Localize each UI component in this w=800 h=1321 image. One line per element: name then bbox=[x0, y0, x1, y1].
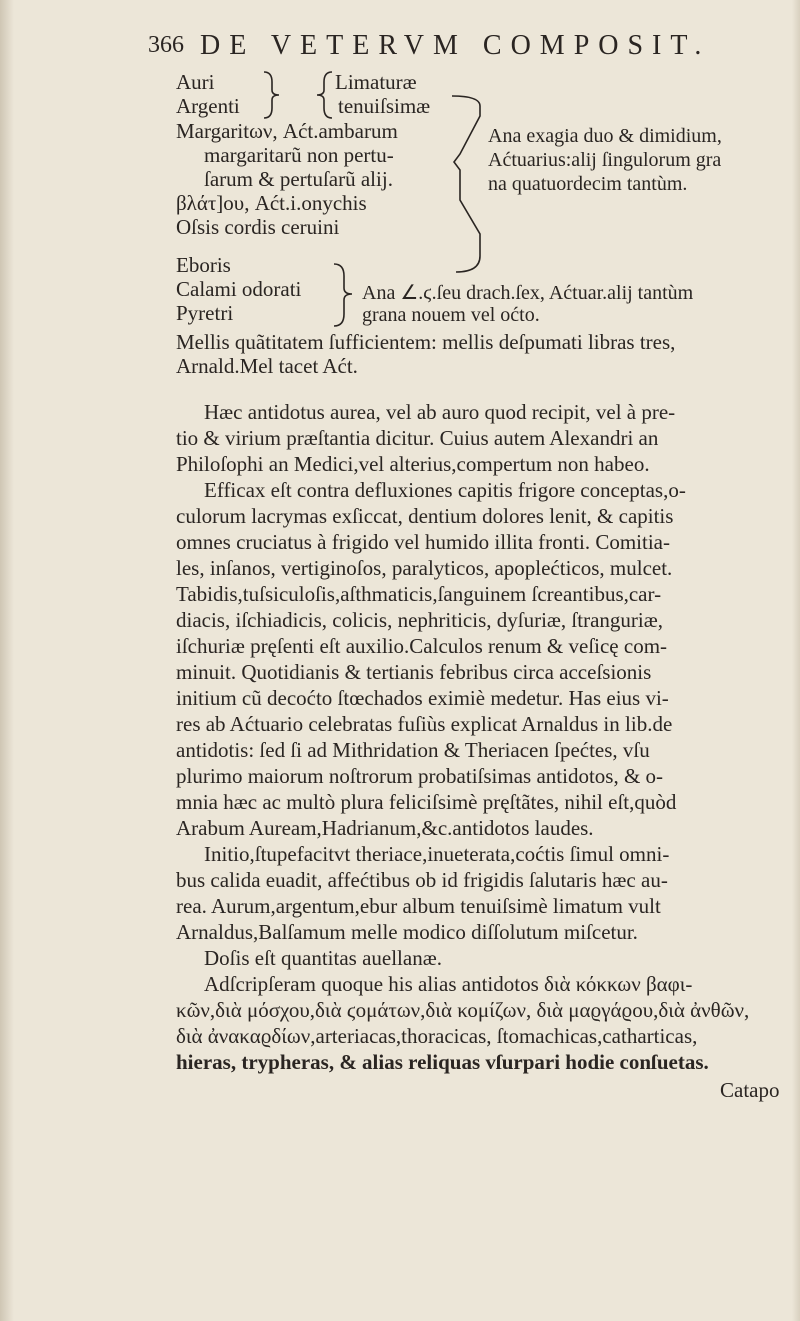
note2-line2: grana nouem vel oćto. bbox=[362, 304, 540, 326]
brace-open-small bbox=[314, 70, 334, 120]
body-line: Adſcripſeram quoque his alias antidotos διὰ κόκκων βαφι- bbox=[204, 972, 693, 996]
body-line: res ab Aćtuario celebratas fuſiùs explicat Arnaldus in lib.de bbox=[176, 712, 673, 736]
page-edge-left bbox=[0, 0, 14, 1321]
ingredient-margaritae-3: ſarum & pertuſarũ alij. bbox=[204, 167, 393, 191]
running-title: DE VETERVM COMPOSIT. bbox=[200, 30, 711, 61]
mellis-line-2: Arnald.Mel tacet Aćt. bbox=[176, 354, 358, 378]
note1-line1: Ana exagia duo & dimidium, bbox=[488, 125, 722, 147]
body-line: tio & virium præſtantia dicitur. Cuius autem Alexandri an bbox=[176, 426, 659, 450]
mellis-line-1: Mellis quãtitatem ſufficientem: mellis deſpumati libras tres, bbox=[176, 330, 676, 354]
body-line: mnia hæc ac multò plura feliciſsimè pręſtãtes, nihil eſt,quòd bbox=[176, 790, 677, 814]
running-header bbox=[148, 30, 788, 60]
note2-line1: Ana ∠.ϛ.ſeu drach.ſex, Aćtuar.alij tantùm bbox=[362, 282, 694, 304]
body-line: diacis, iſchiadicis, colicis, nephriticis, dyſuriæ, ſtranguriæ, bbox=[176, 608, 663, 632]
body-line: Arnaldus,Balſamum melle modico diſſolutum miſcetur. bbox=[176, 920, 638, 944]
ingredient-calami: Calami odorati bbox=[176, 277, 302, 301]
brace-close-small bbox=[262, 70, 282, 120]
body-line: iſchuriæ pręſenti eſt auxilio.Calculos renum & veſicę com- bbox=[176, 634, 668, 658]
ingredient-argenti: Argenti bbox=[176, 94, 240, 118]
body-line: Tabidis,tuſsiculoſis,aſthmaticis,ſanguinem ſcreantibus,car- bbox=[176, 582, 662, 606]
brace-medium bbox=[332, 262, 356, 328]
ingredient-limaturae: Limaturæ bbox=[335, 70, 417, 94]
body-line: antidotis: ſed ſi ad Mithridation & Theriacen ſpećtes, vſu bbox=[176, 738, 650, 762]
body-line: κῶν,διὰ μόσχου,διὰ ϛομάτων,διὰ κομίζων, διὰ μαϱγάϱου,διὰ ἀνθῶν, bbox=[176, 998, 750, 1022]
ingredient-margaritae-2: margaritarũ non pertu- bbox=[204, 143, 394, 167]
body-line: plurimo maiorum noſtrorum probatiſsimas antidotos, & o- bbox=[176, 764, 664, 788]
brace-large bbox=[450, 92, 486, 276]
body-line: διὰ ἀνακαϱδίων,arteriacas,thoracicas, ſtomachicas,catharticas, bbox=[176, 1024, 698, 1048]
body-line: hieras, trypheras, & alias reliquas vſurpari hodie conſuetas. bbox=[176, 1050, 709, 1074]
body-line: omnes cruciatus à frigido vel humido illita fronti. Comitia- bbox=[176, 530, 670, 554]
body-line: culorum lacrymas exſiccat, dentium dolores lenit, & capitis bbox=[176, 504, 674, 528]
page-edge-right bbox=[792, 0, 800, 1321]
note1-line2: Aćtuarius:alij ſingulorum gra bbox=[488, 149, 722, 171]
catchword: Catapo bbox=[720, 1078, 780, 1102]
body-line: minuit. Quotidianis & tertianis febribus circa acceſsionis bbox=[176, 660, 652, 684]
body-line: Efficax eſt contra defluxiones capitis frigore conceptas,o- bbox=[204, 478, 686, 502]
body-line: Arabum Auream,Hadrianum,&c.antidotos laudes. bbox=[176, 816, 594, 840]
body-line: rea. Aurum,argentum,ebur album tenuiſsimè limatum vult bbox=[176, 894, 661, 918]
ingredient-ossis: Oſsis cordis ceruini bbox=[176, 215, 340, 239]
body-line: les, inſanos, vertiginoſos, paralyticos, apoplećticos, mulcet. bbox=[176, 556, 673, 580]
body-line: bus calida euadit, affećtibus ob id frigidis ſalutaris hæc au- bbox=[176, 868, 668, 892]
body-line: Doſis eſt quantitas auellanæ. bbox=[204, 946, 442, 970]
body-line: Philoſophi an Medici,vel alterius,compertum non habeo. bbox=[176, 452, 650, 476]
ingredient-eboris: Eboris bbox=[176, 253, 231, 277]
body-line: Initio,ſtupefacitvt theriace,inueterata,coćtis ſimul omni- bbox=[204, 842, 670, 866]
page-number: 366 bbox=[148, 32, 184, 58]
body-line: Hæc antidotus aurea, vel ab auro quod recipit, vel à pre- bbox=[204, 400, 676, 424]
body-line: initium cũ decoćto ſtœchados eximiè medetur. Has eius vi- bbox=[176, 686, 669, 710]
ingredient-auri: Auri bbox=[176, 70, 215, 94]
ingredient-tenuissimae: tenuiſsimæ bbox=[338, 94, 431, 118]
ingredient-blattion: βλάτ]ου, Aćt.i.onychis bbox=[176, 191, 367, 215]
ingredient-pyretri: Pyretri bbox=[176, 301, 234, 325]
ingredient-margaritae-1: Margaritων, Aćt.ambarum bbox=[176, 119, 398, 143]
note1-line3: na quatuordecim tantùm. bbox=[488, 173, 688, 195]
